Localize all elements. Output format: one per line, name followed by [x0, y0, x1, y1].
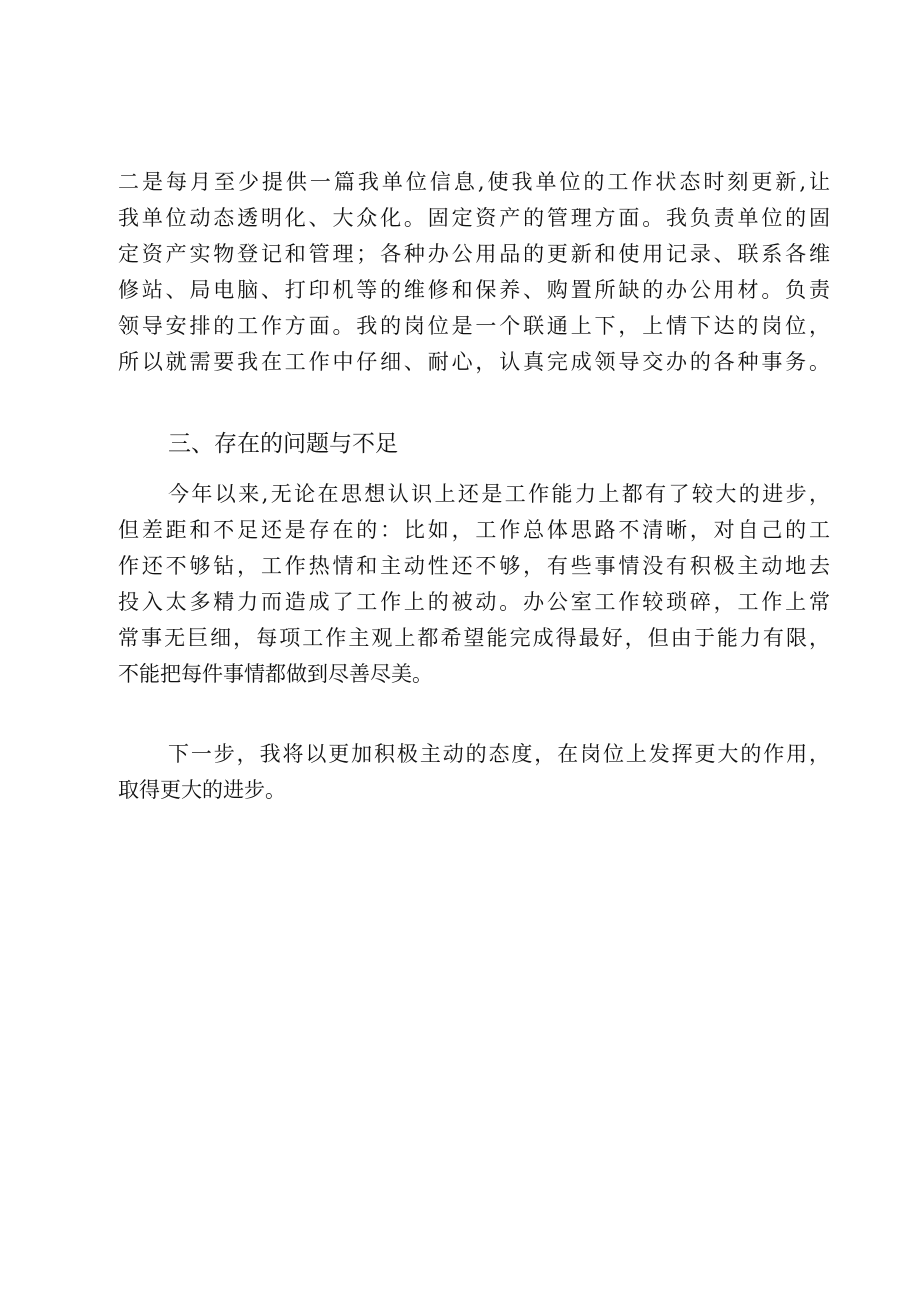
paragraph-line: 取得更大的进步。 — [118, 778, 286, 802]
paragraph-shortcomings — [118, 476, 830, 692]
paragraph-next-step — [118, 736, 830, 808]
paragraph-line: 投入太多精力而造成了工作上的被动。办公室工作较琐碎，工作上常 — [118, 590, 830, 614]
paragraph-line: 二是每月至少提供一篇我单位信息,使我单位的工作状态时刻更新,让 — [118, 170, 830, 194]
paragraph-line: 我单位动态透明化、大众化。固定资产的管理方面。我负责单位的固 — [118, 206, 830, 230]
paragraph-line: 修站、局电脑、打印机等的维修和保养、购置所缺的办公用材。负责 — [118, 278, 830, 302]
paragraph-line: 下一步，我将以更加积极主动的态度，在岗位上发挥更大的作用， — [168, 742, 830, 766]
paragraph-line: 作还不够钻，工作热情和主动性还不够，有些事情没有积极主动地去 — [118, 554, 830, 578]
paragraph-line: 不能把每件事情都做到尽善尽美。 — [118, 662, 433, 686]
paragraph-duties — [118, 164, 830, 380]
paragraph-line: 但差距和不足还是存在的：比如，工作总体思路不清晰，对自己的工 — [118, 518, 830, 542]
paragraph-line: 定资产实物登记和管理；各种办公用品的更新和使用记录、联系各维 — [118, 242, 830, 266]
paragraph-line: 所以就需要我在工作中仔细、耐心，认真完成领导交办的各种事务。 — [118, 350, 830, 374]
paragraph-line: 领导安排的工作方面。我的岗位是一个联通上下，上情下达的岗位， — [118, 314, 830, 338]
paragraph-line: 常事无巨细，每项工作主观上都希望能完成得最好，但由于能力有限， — [118, 626, 830, 650]
section-heading: 三、存在的问题与不足 — [168, 431, 398, 457]
paragraph-line: 今年以来,无论在思想认识上还是工作能力上都有了较大的进步， — [168, 482, 830, 506]
